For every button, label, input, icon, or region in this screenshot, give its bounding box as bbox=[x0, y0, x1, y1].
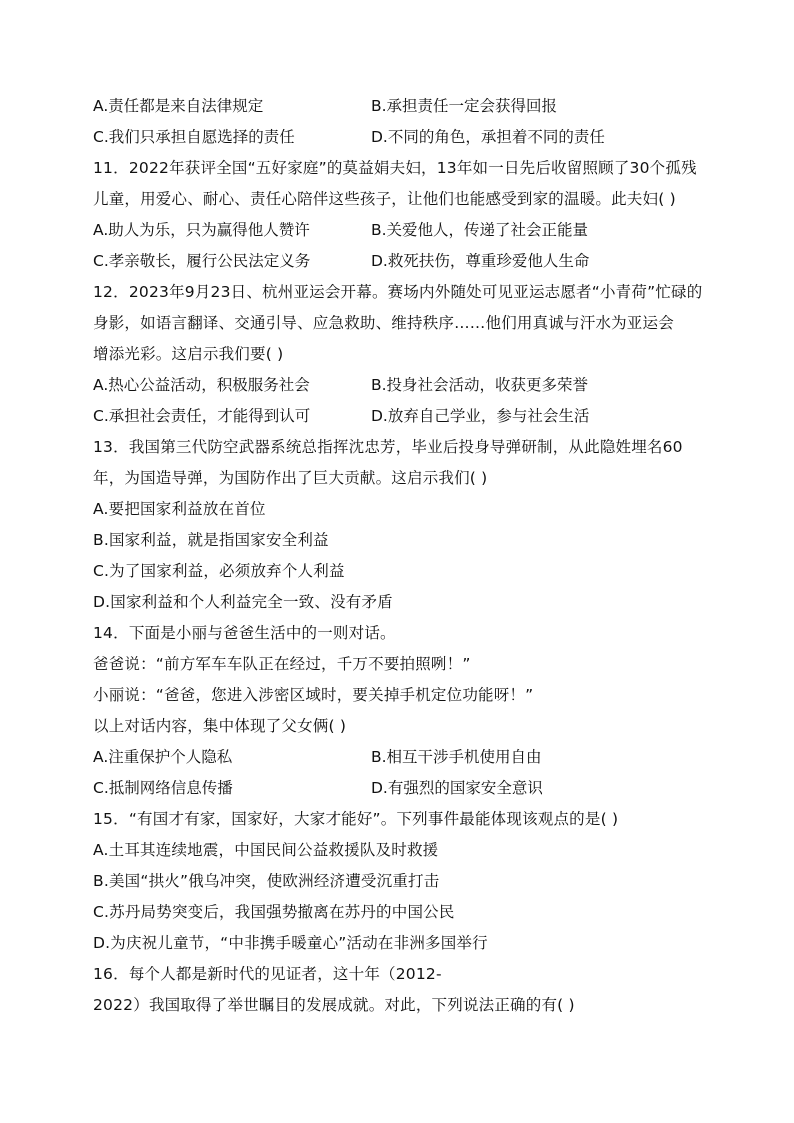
option-text: A.助人为乐，只为赢得他人赞许 bbox=[93, 221, 310, 239]
option-text: C.为了国家利益，必须放弃个人利益 bbox=[93, 562, 345, 580]
option-text: B.美国“拱火”俄乌冲突，使欧洲经济遭受沉重打击 bbox=[93, 872, 440, 890]
question-12-stem: 增添光彩。这启示我们要( ) bbox=[93, 345, 284, 363]
option-text: A.土耳其连续地震，中国民间公益救援队及时救援 bbox=[93, 841, 439, 859]
option-text: A.热心公益活动，积极服务社会 bbox=[93, 376, 310, 394]
question-12-stem: 12．2023年9月23日、杭州亚运会开幕。赛场内外随处可见亚运志愿者“小青荷”忙碌的 bbox=[93, 283, 703, 301]
option-text: C.苏丹局势突变后，我国强势撤离在苏丹的中国公民 bbox=[93, 903, 455, 921]
option-text: D.为庆祝儿童节，“中非携手暖童心”活动在非洲多国举行 bbox=[93, 934, 488, 952]
option-text: B.承担责任一定会获得回报 bbox=[371, 97, 558, 115]
option-text: C.我们只承担自愿选择的责任 bbox=[93, 128, 295, 146]
question-11-stem: 儿童，用爱心、耐心、责任心陪伴这些孩子，让他们也能感受到家的温暖。此夫妇( ) bbox=[93, 190, 676, 208]
dialogue-line: 小丽说：“爸爸，您进入涉密区域时，要关掉手机定位功能呀！” bbox=[93, 686, 534, 704]
question-11-stem: 11．2022年获评全国“五好家庭”的莫益娟夫妇，13年如一日先后收留照顾了30个孤残 bbox=[93, 159, 697, 177]
option-text: D.放弃自己学业，参与社会生活 bbox=[371, 407, 590, 425]
option-text: B.国家利益，就是指国家安全利益 bbox=[93, 531, 329, 549]
question-14-stem: 14．下面是小丽与爸爸生活中的一则对话。 bbox=[93, 624, 396, 642]
option-text: D.救死扶伤，尊重珍爱他人生命 bbox=[371, 252, 590, 270]
option-text: A.责任都是来自法律规定 bbox=[93, 97, 264, 115]
option-text: D.不同的角色，承担着不同的责任 bbox=[371, 128, 605, 146]
question-12-stem: 身影，如语言翻译、交通引导、应急救助、维持秩序……他们用真诚与汗水为亚运会 bbox=[93, 314, 674, 332]
question-14-stem: 以上对话内容，集中体现了父女俩( ) bbox=[93, 717, 347, 735]
question-16-stem: 2022）我国取得了举世瞩目的发展成就。对此，下列说法正确的有( ) bbox=[93, 996, 575, 1014]
option-text: D.有强烈的国家安全意识 bbox=[371, 779, 543, 797]
option-text: B.投身社会活动，收获更多荣誉 bbox=[371, 376, 589, 394]
option-text: C.抵制网络信息传播 bbox=[93, 779, 233, 797]
question-13-stem: 年，为国造导弹，为国防作出了巨大贡献。这启示我们( ) bbox=[93, 469, 488, 487]
option-text: B.关爱他人，传递了社会正能量 bbox=[371, 221, 589, 239]
question-15-stem: 15．“有国才有家，国家好，大家才能好”。下列事件最能体现该观点的是( ) bbox=[93, 810, 619, 828]
question-13-stem: 13．我国第三代防空武器系统总指挥沈忠芳，毕业后投身导弹研制，从此隐姓埋名60 bbox=[93, 438, 683, 456]
option-text: D.国家利益和个人利益完全一致、没有矛盾 bbox=[93, 593, 393, 611]
dialogue-line: 爸爸说：“前方军车车队正在经过，千万不要拍照咧！” bbox=[93, 655, 471, 673]
question-16-stem: 16．每个人都是新时代的见证者，这十年（2012- bbox=[93, 965, 442, 983]
option-text: A.注重保护个人隐私 bbox=[93, 748, 233, 766]
option-text: C.承担社会责任，才能得到认可 bbox=[93, 407, 311, 425]
option-text: B.相互干涉手机使用自由 bbox=[371, 748, 542, 766]
option-text: A.要把国家利益放在首位 bbox=[93, 500, 266, 518]
option-text: C.孝亲敬长，履行公民法定义务 bbox=[93, 252, 311, 270]
